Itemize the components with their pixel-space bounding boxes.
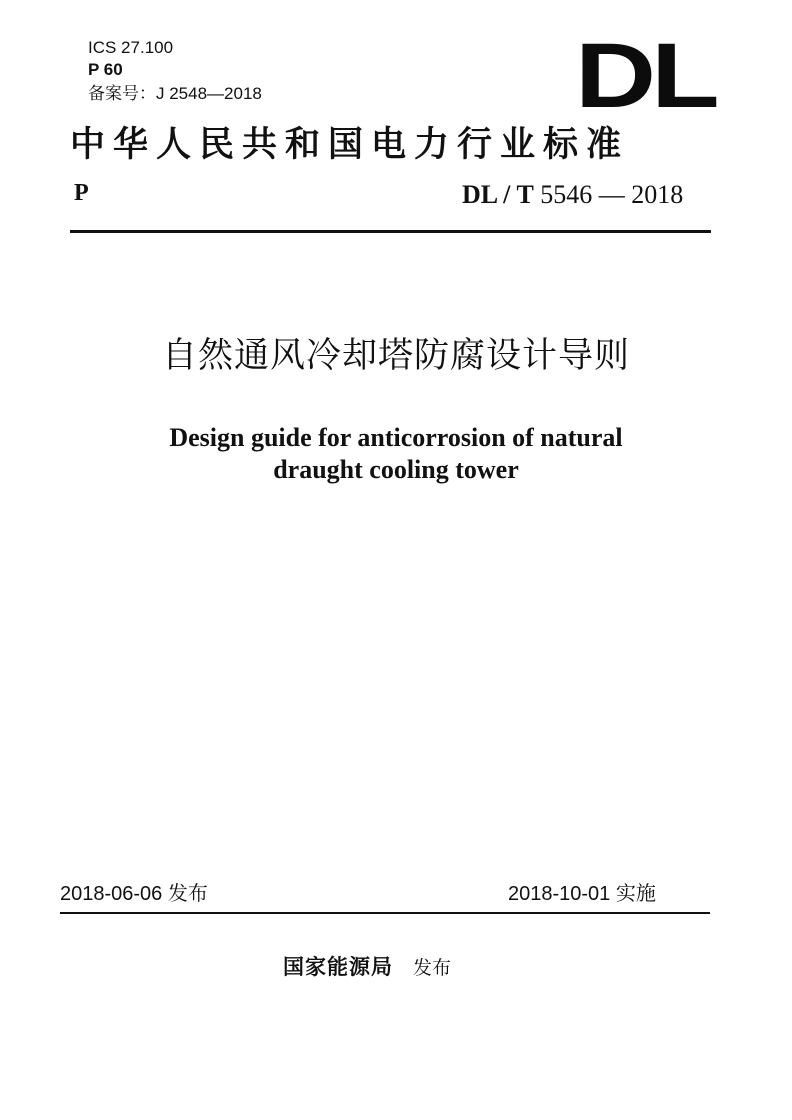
standard-number	[462, 180, 683, 210]
standard-name: 中华人民共和国电力行业标准	[70, 124, 630, 165]
ics-code: ICS 27.100	[88, 38, 174, 57]
publisher	[283, 952, 451, 983]
title-english-line-1: Design guide for anticorrosion of natural	[169, 423, 623, 452]
standard-category: P	[74, 180, 89, 206]
publisher-suffix: 发布	[413, 957, 452, 979]
standard-number-prefix: DL / T	[462, 180, 534, 209]
issue-date: 2018-06-06 发布	[60, 883, 208, 905]
classification-code: P 60	[88, 60, 123, 79]
publisher-name: 国家能源局	[283, 955, 393, 979]
title-english	[0, 422, 792, 486]
title-english-line-2: draught cooling tower	[273, 455, 519, 484]
header-divider	[70, 230, 711, 233]
standard-number-suffix: 5546 — 2018	[540, 180, 684, 209]
footer-divider	[60, 912, 710, 914]
implementation-date: 2018-10-01 实施	[508, 883, 656, 905]
title-chinese: 自然通风冷却塔防腐设计导则	[161, 336, 630, 376]
record-number: 备案号：J 2548—2018	[88, 84, 262, 103]
dl-logo: DL	[575, 25, 715, 127]
